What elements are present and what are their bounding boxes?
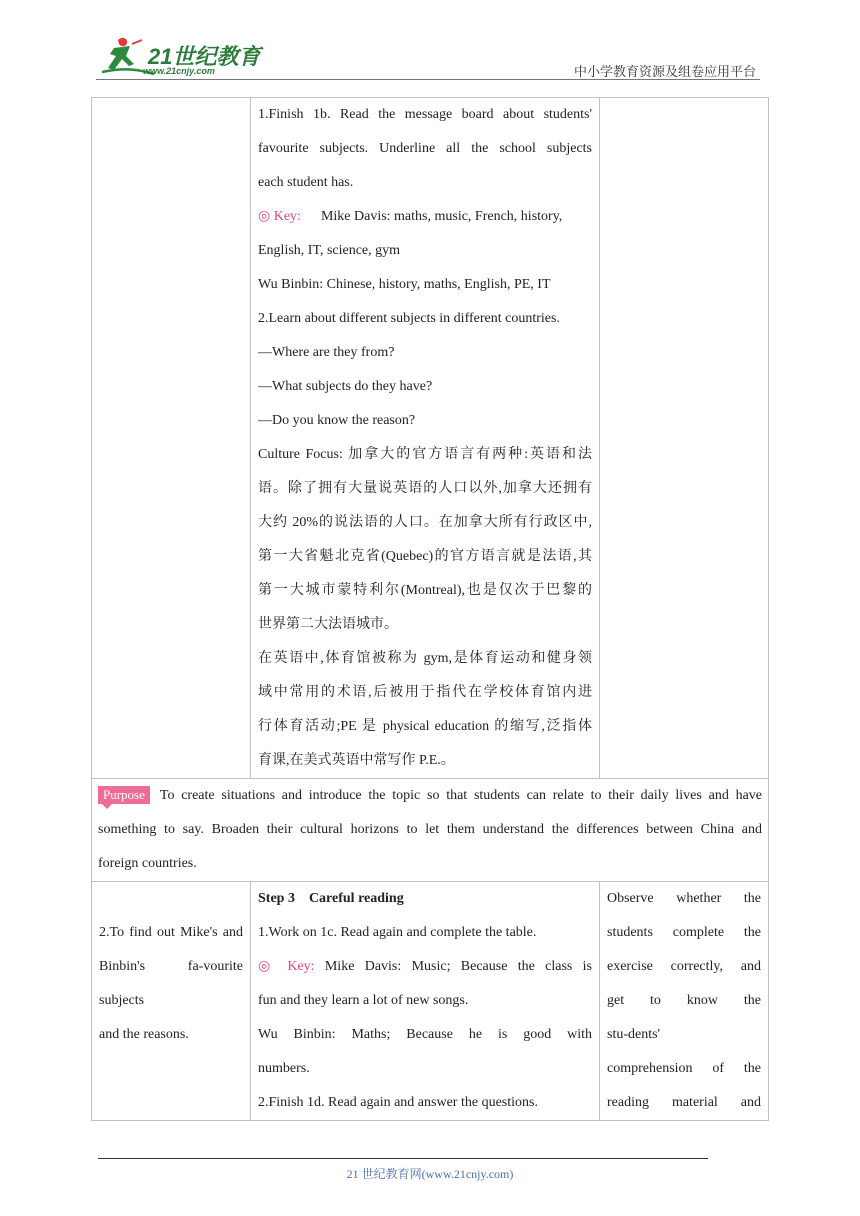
table-row — [92, 98, 769, 779]
text-line: 2.Finish 1d. Read again and answer the questions. — [258, 1095, 538, 1110]
purpose-text: To create situations and introduce the topic so that students can relate to their daily lives and have — [159, 788, 762, 803]
observation-cell — [600, 98, 769, 779]
platform-title: 中小学教育资源及组卷应用平台 — [573, 64, 756, 79]
table-row — [92, 882, 769, 1121]
purpose-line: something to say. Broaden their cultural horizons to let them understand the differences between China and — [98, 822, 762, 837]
key-text: Mike Davis: Music; Because the class is — [324, 959, 592, 974]
text-line: 在英语中,体育馆被称为 gym,是体育运动和健身领 — [258, 651, 592, 666]
observe-line: comprehension of the — [607, 1061, 761, 1076]
text-line: 育课,在美式英语中常写作 P.E.。 — [258, 753, 455, 768]
text-line: 第一大城市蒙特利尔(Montreal),也是仅次于巴黎的 — [258, 583, 592, 598]
text-line: 域中常用的术语,后被用于指代在学校体育馆内进 — [258, 685, 592, 700]
goal-line: Binbin's fa-vourite — [99, 959, 243, 974]
key-line — [258, 950, 592, 984]
observe-line: Observe whether the — [607, 891, 761, 906]
text-line: Culture Focus: 加拿大的官方语言有两种:英语和法 — [258, 447, 592, 462]
step-title: Step 3 Careful reading — [258, 891, 404, 906]
text-line: 2.Learn about different subjects in different countries. — [258, 311, 560, 326]
text-line: 1.Work on 1c. Read again and complete the table. — [258, 925, 537, 940]
page-header — [0, 0, 860, 90]
logo-text: 21世纪教育 — [148, 44, 261, 69]
key-label: ◎ Key: — [258, 959, 315, 974]
purpose-line — [98, 779, 762, 813]
goal-line: and the reasons. — [99, 1027, 189, 1042]
text-line: 行体育活动;PE 是 physical education 的缩写,泛指体 — [258, 719, 592, 734]
table-row — [92, 779, 769, 882]
text-line: numbers. — [258, 1061, 310, 1076]
goal-line: subjects — [99, 993, 145, 1008]
logo-url: www.21cnjy.com — [143, 66, 215, 76]
text-line: 第一大省魁北克省(Quebec)的官方语言就是法语,其 — [258, 549, 592, 564]
key-text: Mike Davis: maths, music, French, history, — [320, 209, 563, 224]
observe-line: stu-dents' — [607, 1027, 661, 1042]
observe-line: get to know the — [607, 993, 761, 1008]
text-line: 语。除了拥有大量说英语的人口以外,加拿大还拥有 — [258, 481, 592, 496]
text-line: English, IT, science, gym — [258, 243, 401, 258]
observation-cell — [600, 882, 769, 1121]
footer-text: 21 世纪教育网(www.21cnjy.com) — [346, 1167, 514, 1181]
goal-cell — [92, 882, 251, 1121]
lesson-table — [91, 97, 769, 1121]
key-line — [258, 200, 592, 234]
text-line: each student has. — [258, 175, 354, 190]
text-line: 世界第二大法语城市。 — [258, 617, 398, 632]
header-divider — [96, 79, 760, 80]
text-line: fun and they learn a lot of new songs. — [258, 993, 469, 1008]
observe-line: reading material and — [607, 1095, 761, 1110]
purpose-cell — [92, 779, 769, 882]
observe-line: exercise correctly, and — [607, 959, 761, 974]
observe-line: students complete the — [607, 925, 761, 940]
text-line: favourite subjects. Underline all the school subjects — [258, 141, 592, 156]
activity-cell — [251, 98, 600, 779]
text-line: 大约 20%的说法语的人口。在加拿大所有行政区中, — [258, 515, 592, 530]
activity-cell — [251, 882, 600, 1121]
text-line: —What subjects do they have? — [258, 379, 433, 394]
text-line: —Do you know the reason? — [258, 413, 416, 428]
text-line: 1.Finish 1b. Read the message board about students' — [258, 107, 592, 122]
text-line: Wu Binbin: Chinese, history, maths, English, PE, IT — [258, 277, 551, 292]
purpose-tag: Purpose — [98, 786, 150, 804]
purpose-line: foreign countries. — [98, 856, 197, 871]
text-line: Wu Binbin: Maths; Because he is good with — [258, 1027, 592, 1042]
goal-line: 2.To find out Mike's and — [99, 925, 243, 940]
footer-divider — [98, 1158, 708, 1159]
key-label: ◎ Key: — [258, 209, 301, 224]
goal-cell — [92, 98, 251, 779]
text-line: —Where are they from? — [258, 345, 395, 360]
